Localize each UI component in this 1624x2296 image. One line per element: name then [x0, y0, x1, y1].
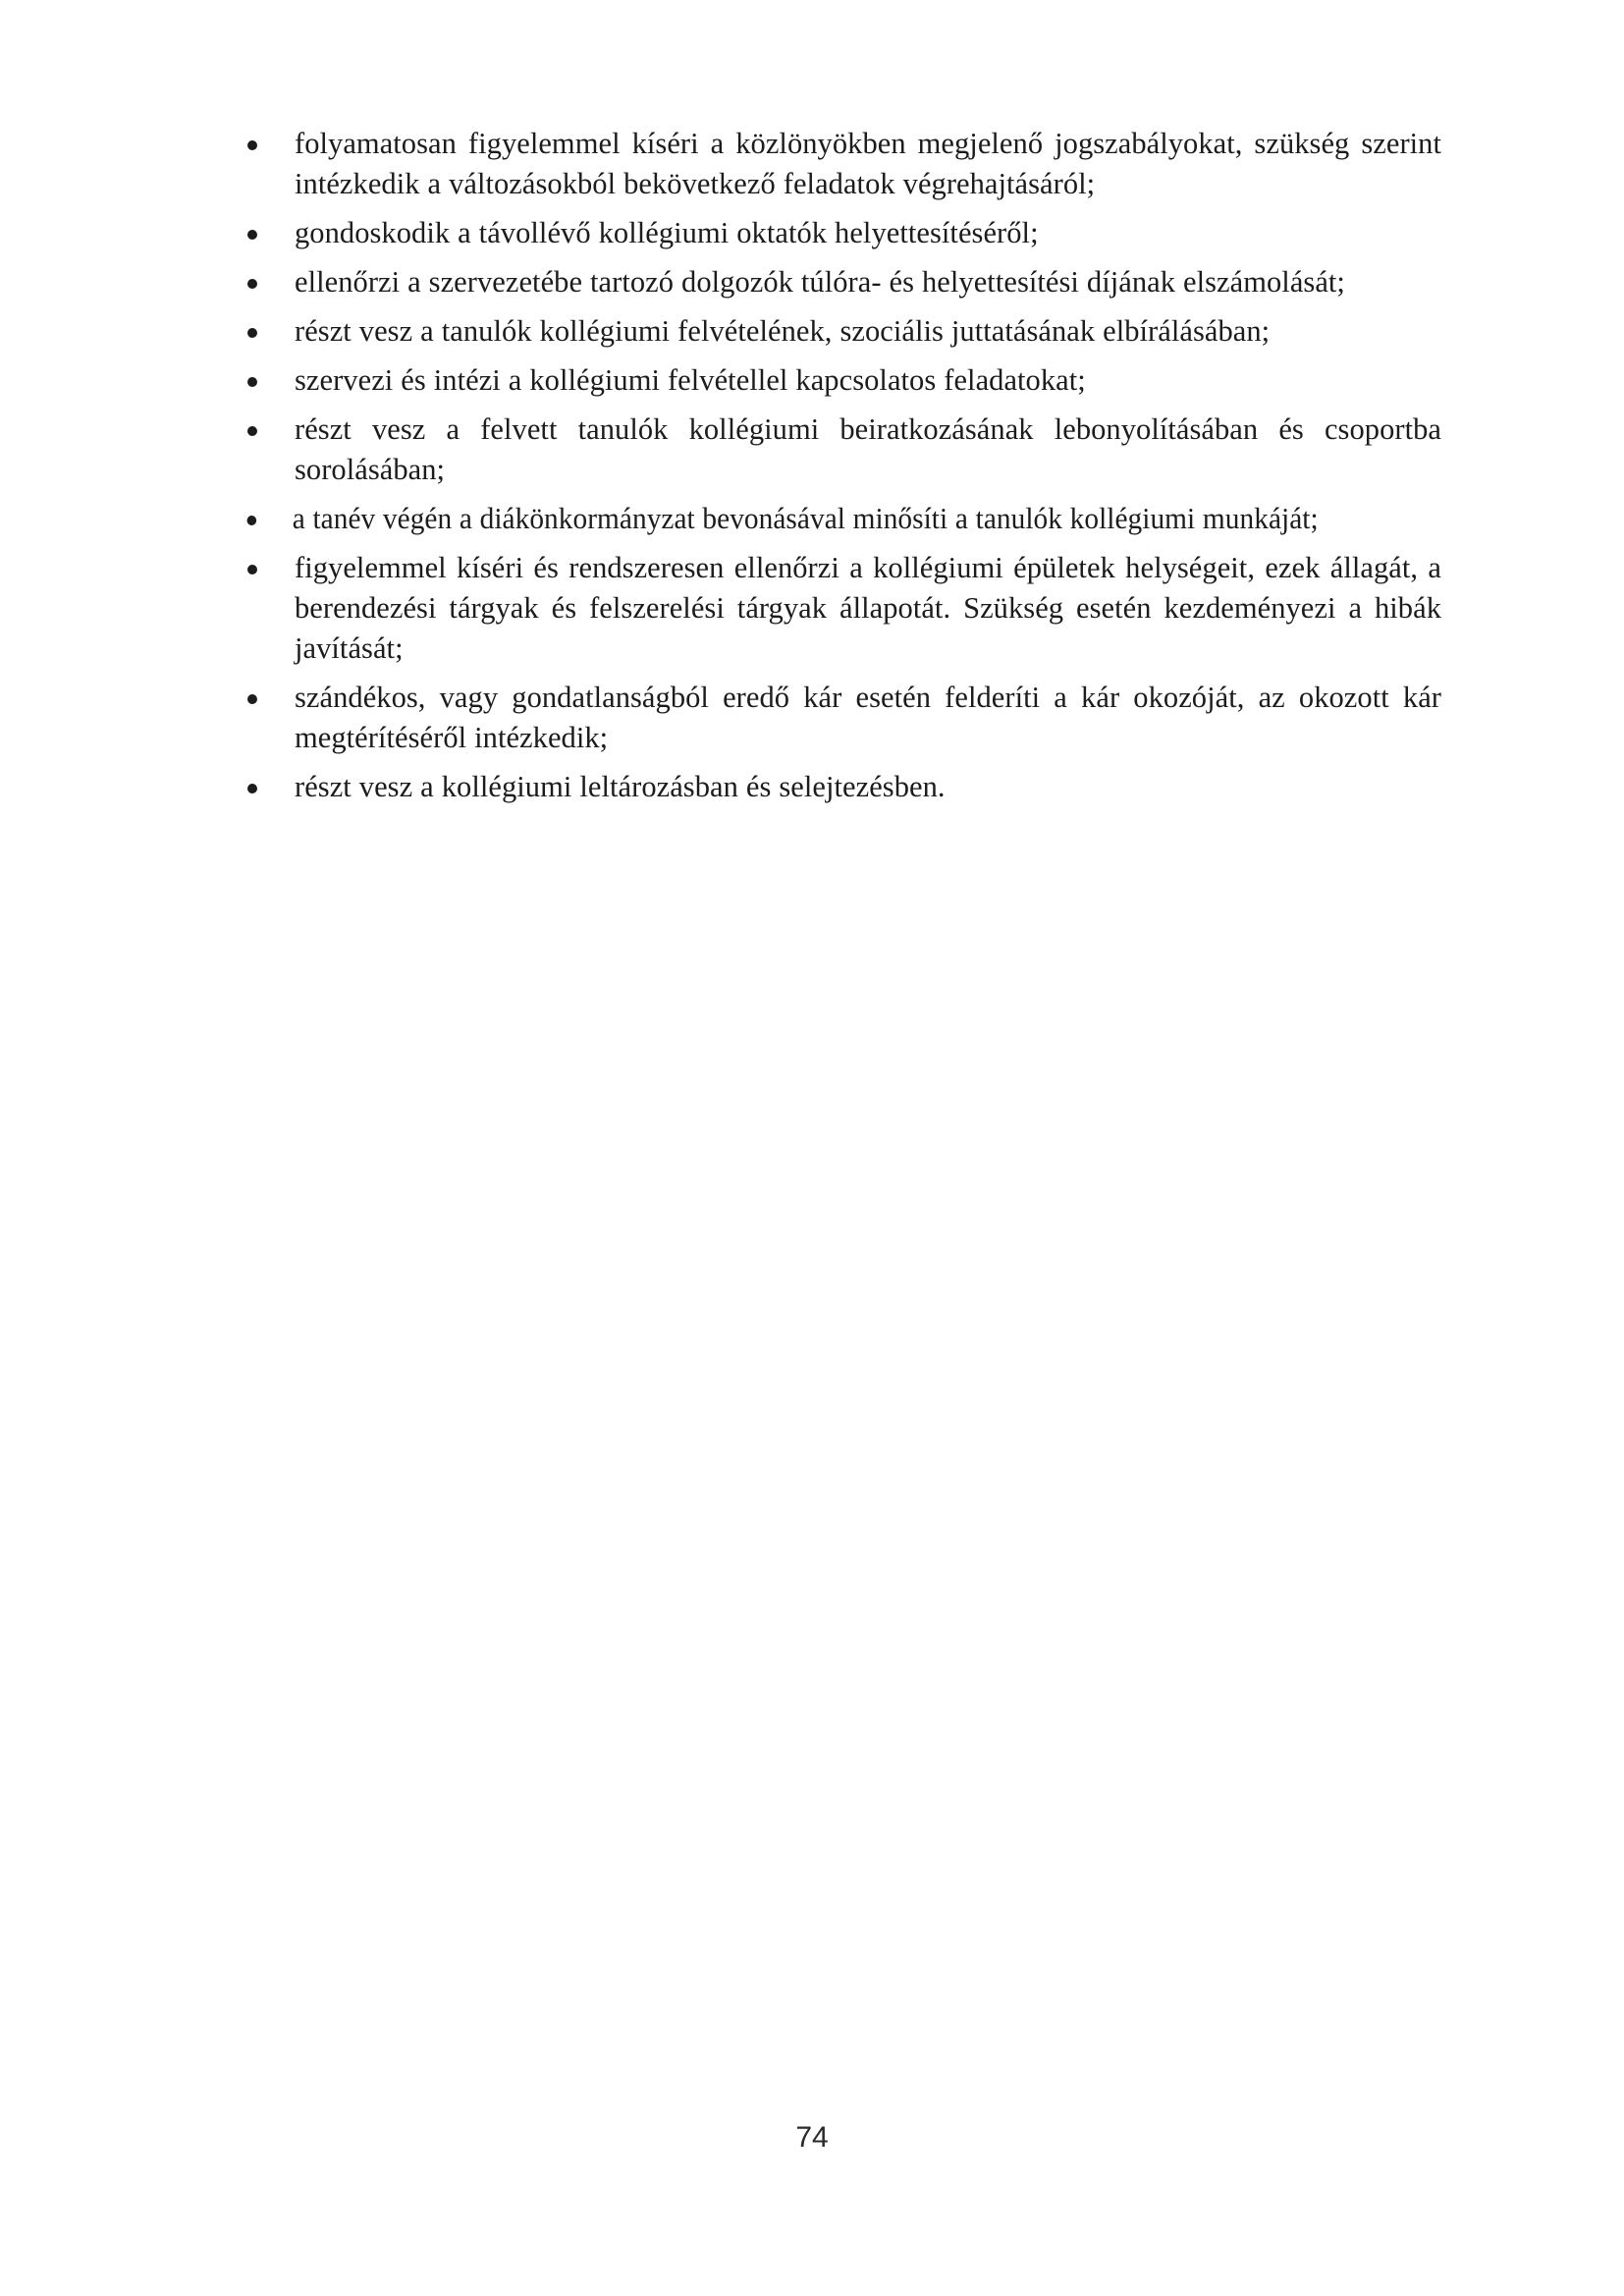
- responsibilities-bullet-list: [236, 124, 1441, 807]
- list-item: [236, 262, 1441, 302]
- list-item-text: figyelemmel kíséri és rendszeresen ellenőrzi a kollégiumi épületek helységeit, ezek állagát, a berendezési tárgyak és felszerelési tárgyak állapotát. Szükség esetén kezdeményezi a hibák javítását;: [295, 551, 1441, 665]
- bullet-dot-icon: [247, 377, 257, 387]
- bullet-dot-icon: [247, 565, 257, 574]
- list-item-text: a tanév végén a diákönkormányzat bevonásával minősíti a tanulók kollégiumi munkáját;: [292, 502, 1319, 535]
- bullet-dot-icon: [247, 230, 257, 240]
- list-item: [236, 548, 1441, 669]
- list-item: [236, 410, 1441, 490]
- list-item: [236, 124, 1441, 204]
- list-item: [236, 767, 1441, 807]
- list-item: [236, 311, 1441, 352]
- list-item: [236, 360, 1441, 401]
- list-item-text: gondoskodik a távollévő kollégiumi oktatók helyettesítéséről;: [295, 216, 1039, 249]
- bullet-dot-icon: [247, 784, 257, 793]
- list-item: [236, 213, 1441, 253]
- body-content: [236, 124, 1441, 807]
- bullet-dot-icon: [247, 694, 257, 704]
- list-item: [236, 678, 1441, 758]
- list-item-text: szervezi és intézi a kollégiumi felvétellel kapcsolatos feladatokat;: [295, 363, 1086, 397]
- page-number: 74: [795, 2121, 829, 2154]
- bullet-dot-icon: [247, 328, 257, 338]
- list-item-text: részt vesz a felvett tanulók kollégiumi beiratkozásának lebonyolításában és csoportba sorolásában;: [295, 412, 1441, 486]
- bullet-dot-icon: [247, 140, 257, 150]
- list-item-text: folyamatosan figyelemmel kíséri a közlönyökben megjelenő jogszabályokat, szükség szerint intézkedik a változásokból bekövetkező feladatok végrehajtásáról;: [295, 127, 1441, 200]
- list-item-text: ellenőrzi a szervezetébe tartozó dolgozók túlóra- és helyettesítési díjának elszámolását;: [295, 265, 1345, 299]
- bullet-dot-icon: [247, 516, 257, 525]
- list-item-text: részt vesz a kollégiumi leltározásban és selejtezésben.: [295, 770, 946, 803]
- list-item-text: részt vesz a tanulók kollégiumi felvételének, szociális juttatásának elbírálásában;: [295, 314, 1271, 348]
- bullet-dot-icon: [247, 279, 257, 289]
- bullet-dot-icon: [247, 426, 257, 436]
- list-item: [236, 499, 1497, 539]
- list-item-text: szándékos, vagy gondatlanságból eredő kár esetén felderíti a kár okozóját, az okozott kár megtérítéséről intézkedik;: [295, 681, 1441, 754]
